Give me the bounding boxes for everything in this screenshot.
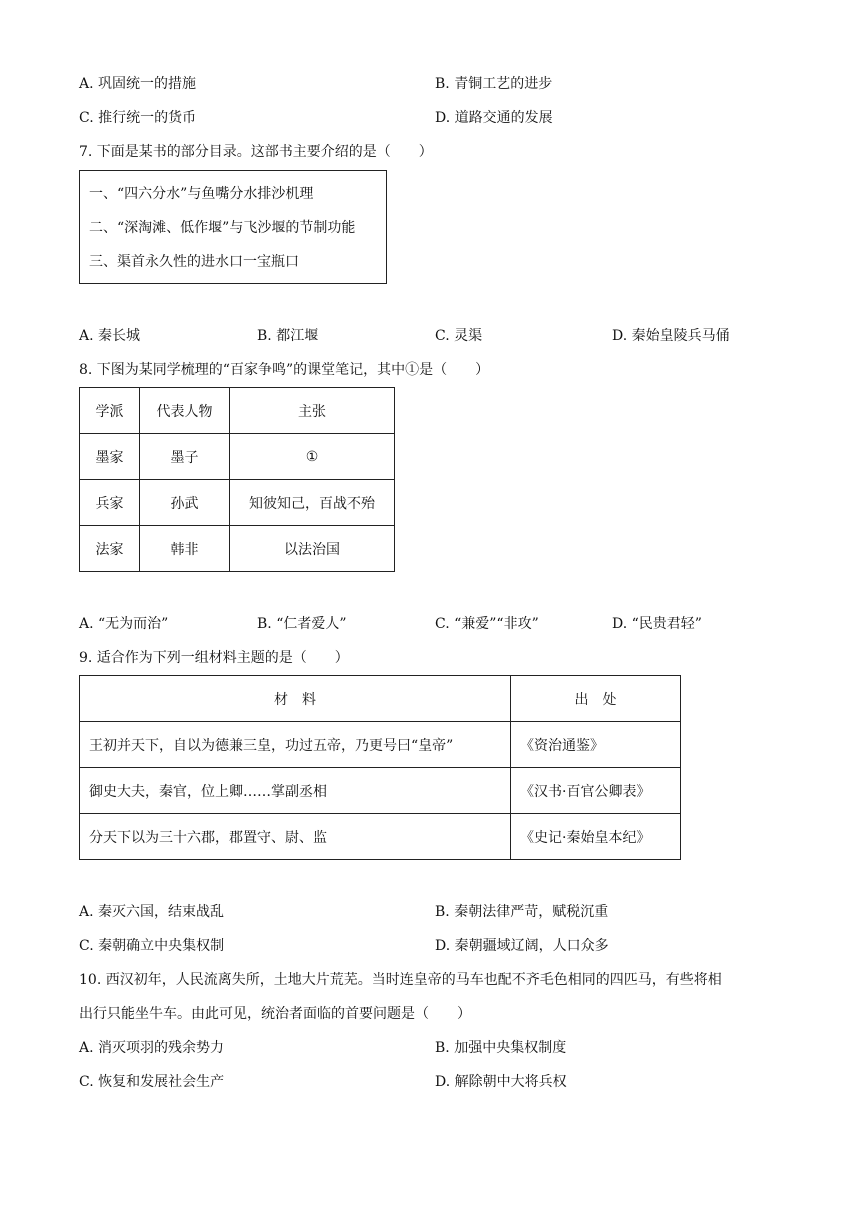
q9-table: [79, 675, 681, 860]
q8-header-school: 学派: [80, 388, 140, 434]
q9-source-cell: 《资治通鉴》: [511, 722, 681, 768]
q8-option-c: C. “兼爱”“非攻”: [435, 616, 539, 632]
q8-option-b: B. “仁者爱人”: [257, 616, 347, 632]
q10-option-d: D. 解除朝中大将兵权: [435, 1074, 567, 1090]
q8-cell: 法家: [80, 526, 140, 572]
q7-option-c: C. 灵渠: [435, 328, 483, 344]
q8-cell: 韩非: [140, 526, 230, 572]
table-row: [80, 526, 395, 572]
q10-option-c: C. 恢复和发展社会生产: [79, 1074, 225, 1090]
q10-option-a: A. 消灭项羽的残余势力: [79, 1040, 225, 1056]
q9-material-cell: 王初并天下，自以为德兼三皇，功过五帝，乃更号曰“皇帝”: [80, 722, 511, 768]
q10-stem-line2: 出行只能坐牛车。由此可见，统治者面临的首要问题是（ ）: [79, 1006, 471, 1022]
q9-source-cell: 《史记·秦始皇本纪》: [511, 814, 681, 860]
q7-catalog-box: [79, 170, 387, 284]
q10-option-b: B. 加强中央集权制度: [435, 1040, 567, 1056]
table-row: [80, 768, 681, 814]
table-row: [80, 814, 681, 860]
table-row: [80, 434, 395, 480]
q8-option-a: A. “无为而治”: [79, 616, 169, 632]
q10-stem-line1: 10. 西汉初年，人民流离失所，土地大片荒芜。当时连皇帝的马车也配不齐毛色相同的四匹马，有些将相: [79, 972, 722, 988]
q9-stem: 9. 适合作为下列一组材料主题的是（ ）: [79, 650, 349, 666]
q6-option-d: D. 道路交通的发展: [435, 110, 553, 126]
q6-option-c: C. 推行统一的货币: [79, 110, 197, 126]
q8-cell: 知彼知己，百战不殆: [230, 480, 395, 526]
q7-stem: 7. 下面是某书的部分目录。这部书主要介绍的是（ ）: [79, 144, 433, 160]
q9-source-cell: 《汉书·百官公卿表》: [511, 768, 681, 814]
table-row: [80, 722, 681, 768]
q7-catalog-item: 三、渠首永久性的进水口一宝瓶口: [89, 254, 299, 270]
q9-material-cell: 御史大夫，秦官，位上卿……掌副丞相: [80, 768, 511, 814]
q8-cell: 兵家: [80, 480, 140, 526]
q7-option-b: B. 都江堰: [257, 328, 319, 344]
q8-cell: ①: [230, 434, 395, 480]
q8-cell: 孙武: [140, 480, 230, 526]
q8-cell: 墨子: [140, 434, 230, 480]
q8-cell: 墨家: [80, 434, 140, 480]
q9-header-source: 出 处: [511, 676, 681, 722]
q8-cell: 以法治国: [230, 526, 395, 572]
q7-catalog-item: 一、“四六分水”与鱼嘴分水排沙机理: [89, 186, 314, 202]
q9-option-b: B. 秦朝法律严苛，赋税沉重: [435, 904, 609, 920]
q9-option-c: C. 秦朝确立中央集权制: [79, 938, 225, 954]
q6-option-b: B. 青铜工艺的进步: [435, 76, 553, 92]
q7-catalog-item: 二、“深淘滩、低作堰”与飞沙堰的节制功能: [89, 220, 356, 236]
q9-material-cell: 分天下以为三十六郡，郡置守、尉、监: [80, 814, 511, 860]
q8-table: [79, 387, 395, 572]
q8-option-d: D. “民贵君轻”: [612, 616, 702, 632]
q8-header-figure: 代表人物: [140, 388, 230, 434]
q6-option-a: A. 巩固统一的措施: [79, 76, 197, 92]
q9-option-d: D. 秦朝疆域辽阔，人口众多: [435, 938, 609, 954]
q9-header-material: 材 料: [80, 676, 511, 722]
q7-option-a: A. 秦长城: [79, 328, 141, 344]
q8-header-idea: 主张: [230, 388, 395, 434]
q7-option-d: D. 秦始皇陵兵马俑: [612, 328, 730, 344]
table-row: [80, 480, 395, 526]
q8-stem: 8. 下图为某同学梳理的“百家争鸣”的课堂笔记，其中①是（ ）: [79, 362, 490, 378]
q9-option-a: A. 秦灭六国，结束战乱: [79, 904, 225, 920]
